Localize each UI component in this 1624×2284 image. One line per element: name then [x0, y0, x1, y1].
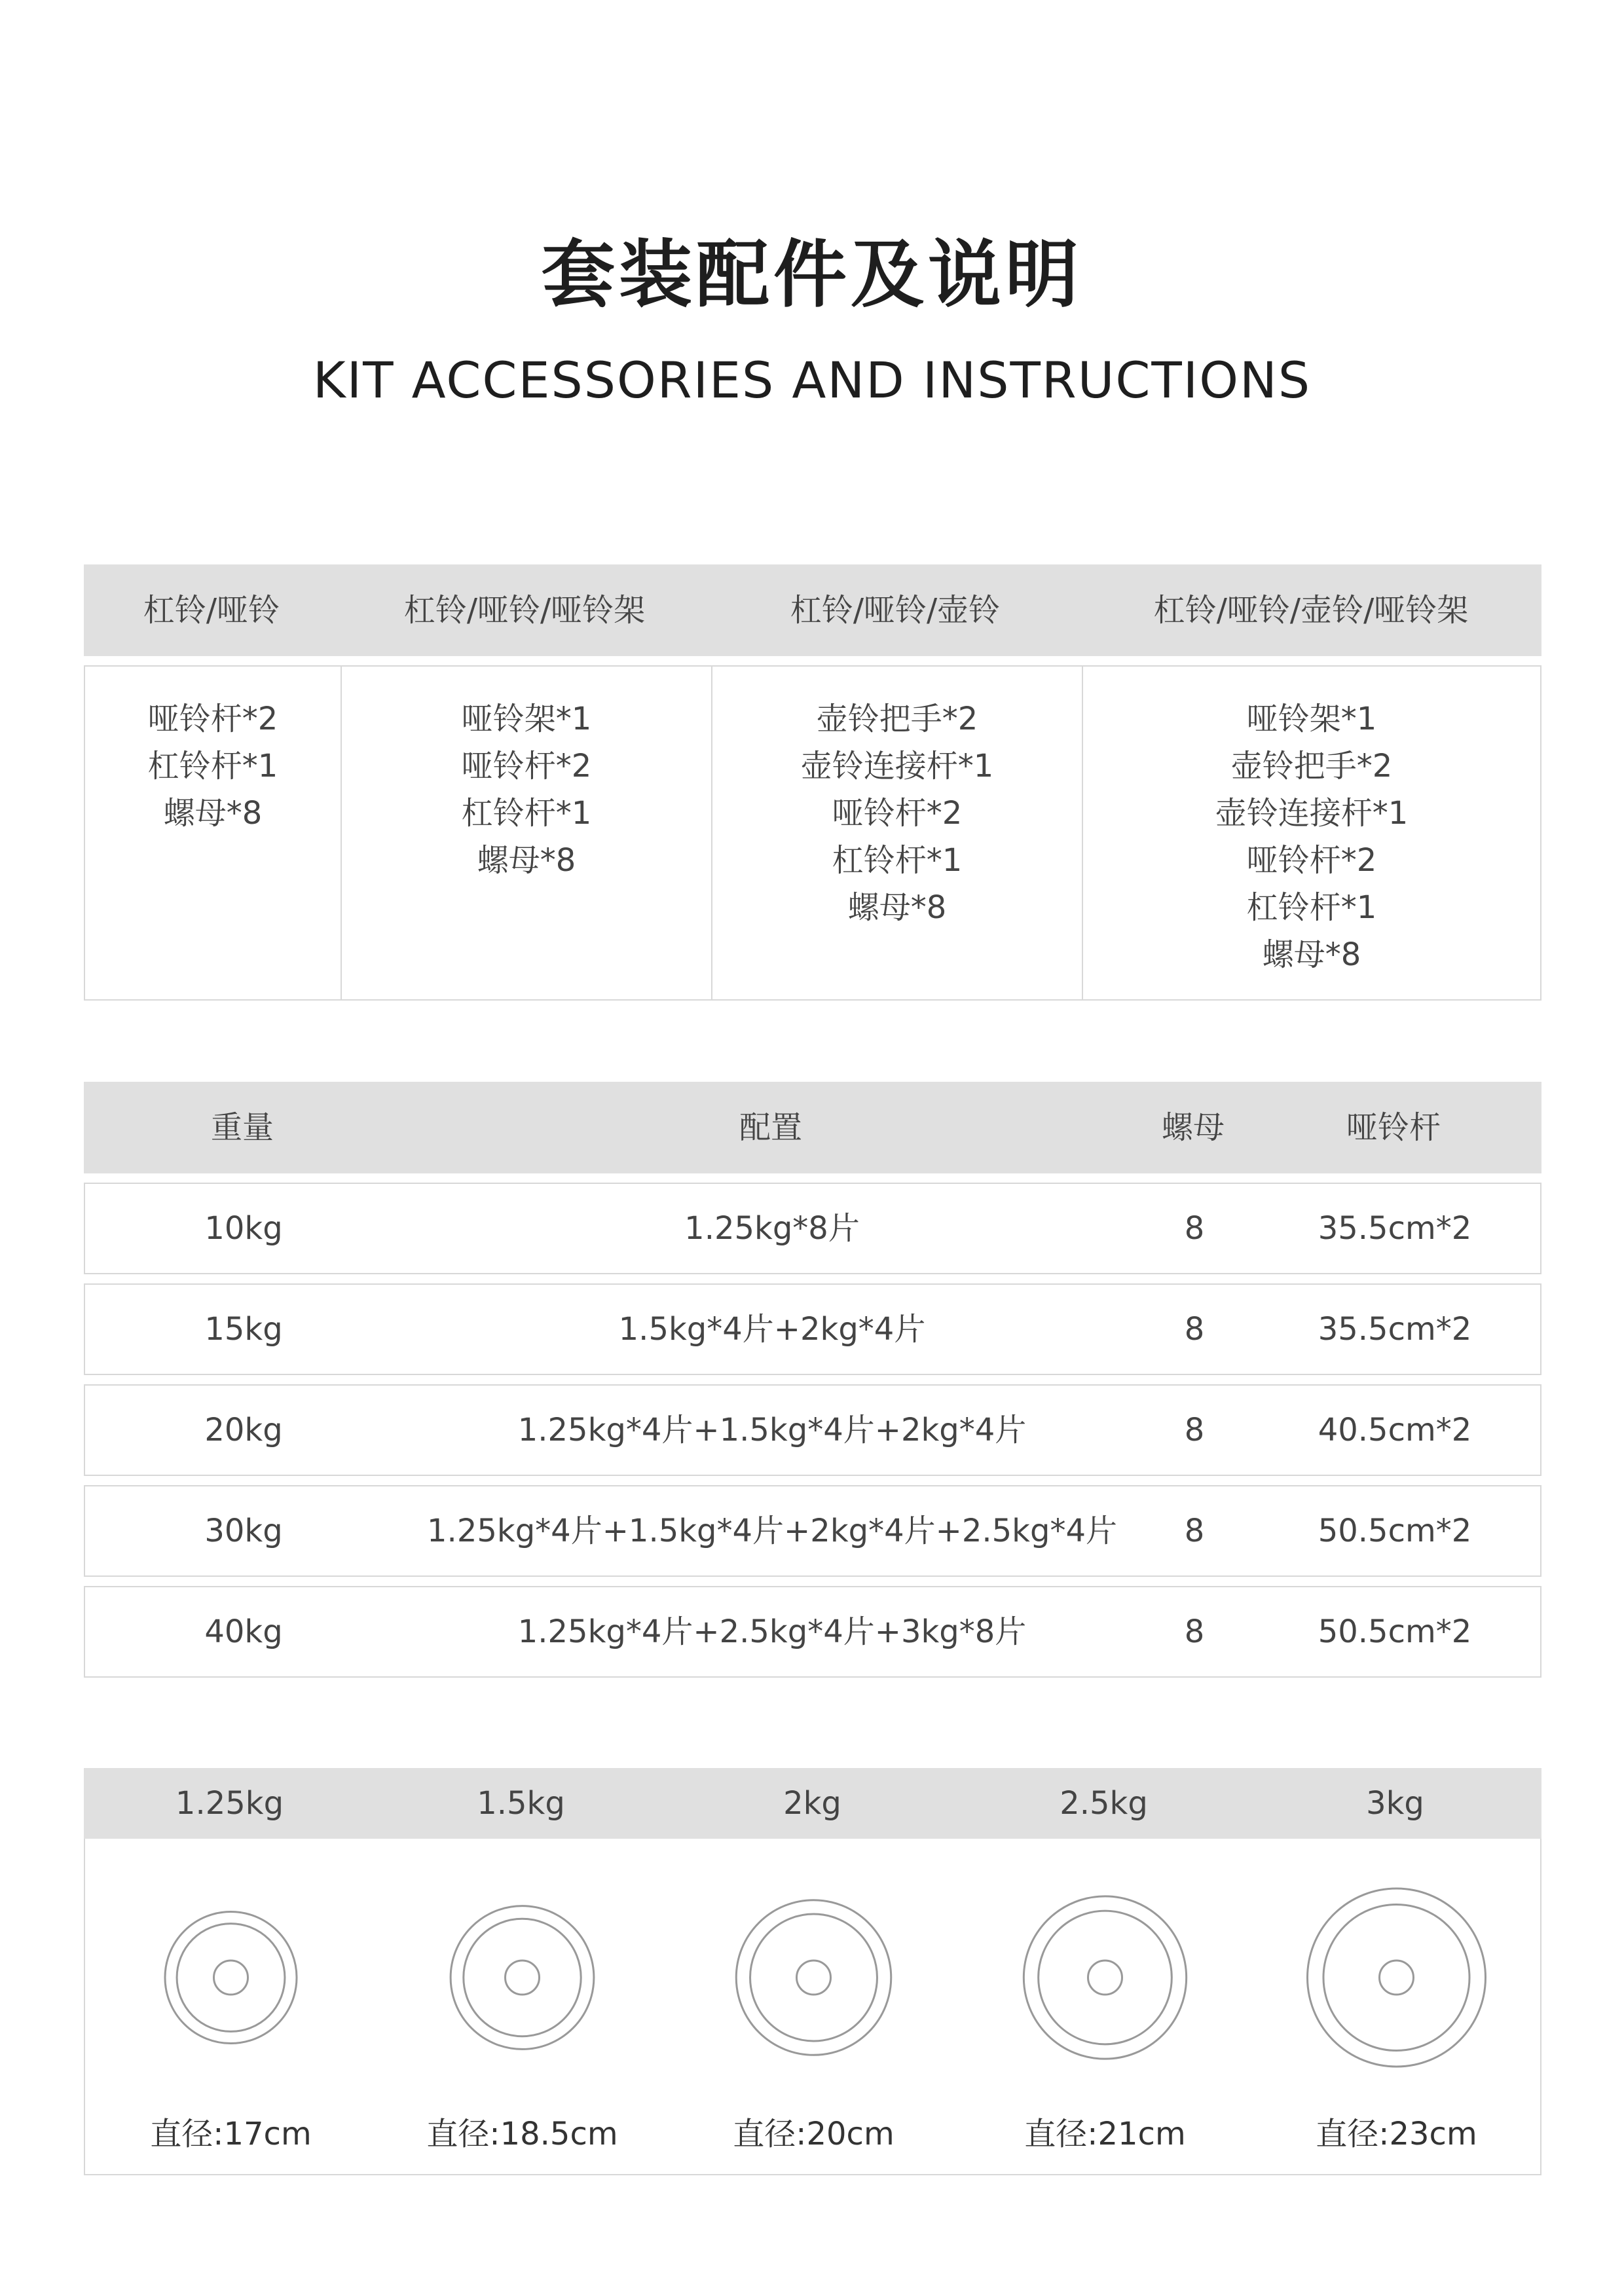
plate-weight: 1.25kg — [175, 1785, 284, 1822]
table-row — [84, 1183, 1541, 1274]
spec-header-cell: 重量 — [210, 1109, 274, 1146]
plate-ring — [451, 1906, 594, 2050]
table-row — [84, 1586, 1541, 1678]
plate-diameter: 直径:18.5cm — [426, 2116, 618, 2152]
kit-header-cell: 杠铃/哑铃/壶铃 — [790, 592, 1001, 629]
plate-ring — [1024, 1896, 1186, 2059]
kit-header-cell: 杠铃/哑铃/哑铃架 — [403, 592, 646, 629]
spec-bar: 40.5cm*2 — [1318, 1412, 1472, 1448]
kit-column — [1082, 667, 1540, 999]
kit-item: 杠铃杆*1 — [832, 842, 963, 879]
kit-item: 哑铃架*1 — [461, 701, 592, 737]
kit-column — [341, 667, 711, 999]
spec-config: 1.5kg*4片+2kg*4片 — [618, 1311, 926, 1348]
plate-ring — [177, 1924, 285, 2032]
plate-ring — [1039, 1911, 1172, 2044]
spec-nuts: 8 — [1184, 1613, 1205, 1650]
page-subtitle: KIT ACCESSORIES AND INSTRUCTIONS — [312, 351, 1312, 409]
spec-nuts: 8 — [1184, 1210, 1205, 1247]
kit-column — [85, 667, 341, 999]
plate-ring — [1323, 1904, 1469, 2050]
plates-panel — [84, 1839, 1541, 2175]
plate-ring — [1308, 1888, 1486, 2067]
kit-item: 壶铃连接杆*1 — [800, 748, 994, 784]
plate-ring — [736, 1900, 891, 2055]
table-row — [84, 1384, 1541, 1476]
spec-header-cell: 螺母 — [1161, 1109, 1225, 1146]
kit-item: 壶铃把手*2 — [816, 701, 978, 737]
kit-item: 螺母*8 — [1262, 936, 1361, 973]
kit-table-header — [84, 564, 1541, 656]
kit-item: 哑铃杆*2 — [1246, 842, 1377, 879]
kit-header-cell: 杠铃/哑铃/壶铃/哑铃架 — [1153, 592, 1469, 629]
spec-config: 1.25kg*8片 — [684, 1210, 860, 1247]
table-row — [84, 1485, 1541, 1577]
spec-weight: 15kg — [204, 1311, 283, 1348]
weight-plate-icon — [736, 1900, 891, 2055]
weight-plate-icon — [451, 1906, 594, 2050]
kit-item: 杠铃杆*1 — [461, 795, 592, 832]
plate-ring — [165, 1911, 297, 2043]
kit-item: 哑铃架*1 — [1246, 701, 1377, 737]
kit-item: 哑铃杆*2 — [832, 795, 963, 832]
plate-diameter: 直径:17cm — [150, 2116, 312, 2152]
spec-table-header — [84, 1082, 1541, 1173]
kit-item: 哑铃杆*2 — [147, 701, 278, 737]
kit-header-cell: 杠铃/哑铃 — [143, 592, 280, 629]
plate-ring — [1380, 1961, 1414, 1995]
table-row — [84, 1283, 1541, 1375]
page-title: 套装配件及说明 — [542, 232, 1082, 318]
plate-ring — [1088, 1961, 1122, 1995]
plate-ring — [214, 1961, 248, 1995]
plate-ring — [797, 1961, 831, 1995]
weight-plate-icon — [1024, 1896, 1186, 2059]
kit-item: 螺母*8 — [163, 795, 263, 832]
kit-column — [711, 667, 1082, 999]
spec-header-cell: 哑铃杆 — [1346, 1109, 1441, 1146]
plate-diameter: 直径:20cm — [733, 2116, 895, 2152]
spec-config: 1.25kg*4片+2.5kg*4片+3kg*8片 — [517, 1613, 1027, 1650]
weight-plate-icon — [165, 1911, 297, 2043]
kit-item: 杠铃杆*1 — [147, 748, 278, 784]
kit-item: 壶铃连接杆*1 — [1215, 795, 1409, 832]
plate-diameter: 直径:23cm — [1316, 2116, 1477, 2152]
plate-ring — [464, 1919, 581, 2036]
plate-weight: 1.5kg — [477, 1785, 565, 1822]
plate-ring — [506, 1961, 540, 1995]
plates-header — [84, 1768, 1541, 1839]
kit-item: 螺母*8 — [847, 889, 947, 926]
weight-plate-icon — [1308, 1888, 1486, 2067]
spec-weight: 30kg — [204, 1513, 283, 1549]
plate-weight: 3kg — [1366, 1785, 1424, 1822]
spec-weight: 10kg — [204, 1210, 283, 1247]
spec-bar: 50.5cm*2 — [1318, 1513, 1472, 1549]
kit-item: 哑铃杆*2 — [461, 748, 592, 784]
plate-weight: 2kg — [783, 1785, 841, 1822]
spec-weight: 40kg — [204, 1613, 283, 1650]
spec-weight: 20kg — [204, 1412, 283, 1448]
kit-item: 壶铃把手*2 — [1230, 748, 1393, 784]
spec-bar: 35.5cm*2 — [1318, 1311, 1472, 1348]
plate-ring — [750, 1914, 877, 2041]
spec-config: 1.25kg*4片+1.5kg*4片+2kg*4片+2.5kg*4片 — [427, 1513, 1117, 1549]
kit-item: 螺母*8 — [477, 842, 576, 879]
spec-config: 1.25kg*4片+1.5kg*4片+2kg*4片 — [517, 1412, 1027, 1448]
spec-bar: 50.5cm*2 — [1318, 1613, 1472, 1650]
kit-item: 杠铃杆*1 — [1246, 889, 1377, 926]
spec-header-cell: 配置 — [739, 1109, 802, 1146]
spec-nuts: 8 — [1184, 1513, 1205, 1549]
spec-bar: 35.5cm*2 — [1318, 1210, 1472, 1247]
spec-nuts: 8 — [1184, 1311, 1205, 1348]
kit-table-body — [84, 665, 1541, 1001]
plate-weight: 2.5kg — [1060, 1785, 1148, 1822]
spec-nuts: 8 — [1184, 1412, 1205, 1448]
plate-diameter: 直径:21cm — [1024, 2116, 1186, 2152]
